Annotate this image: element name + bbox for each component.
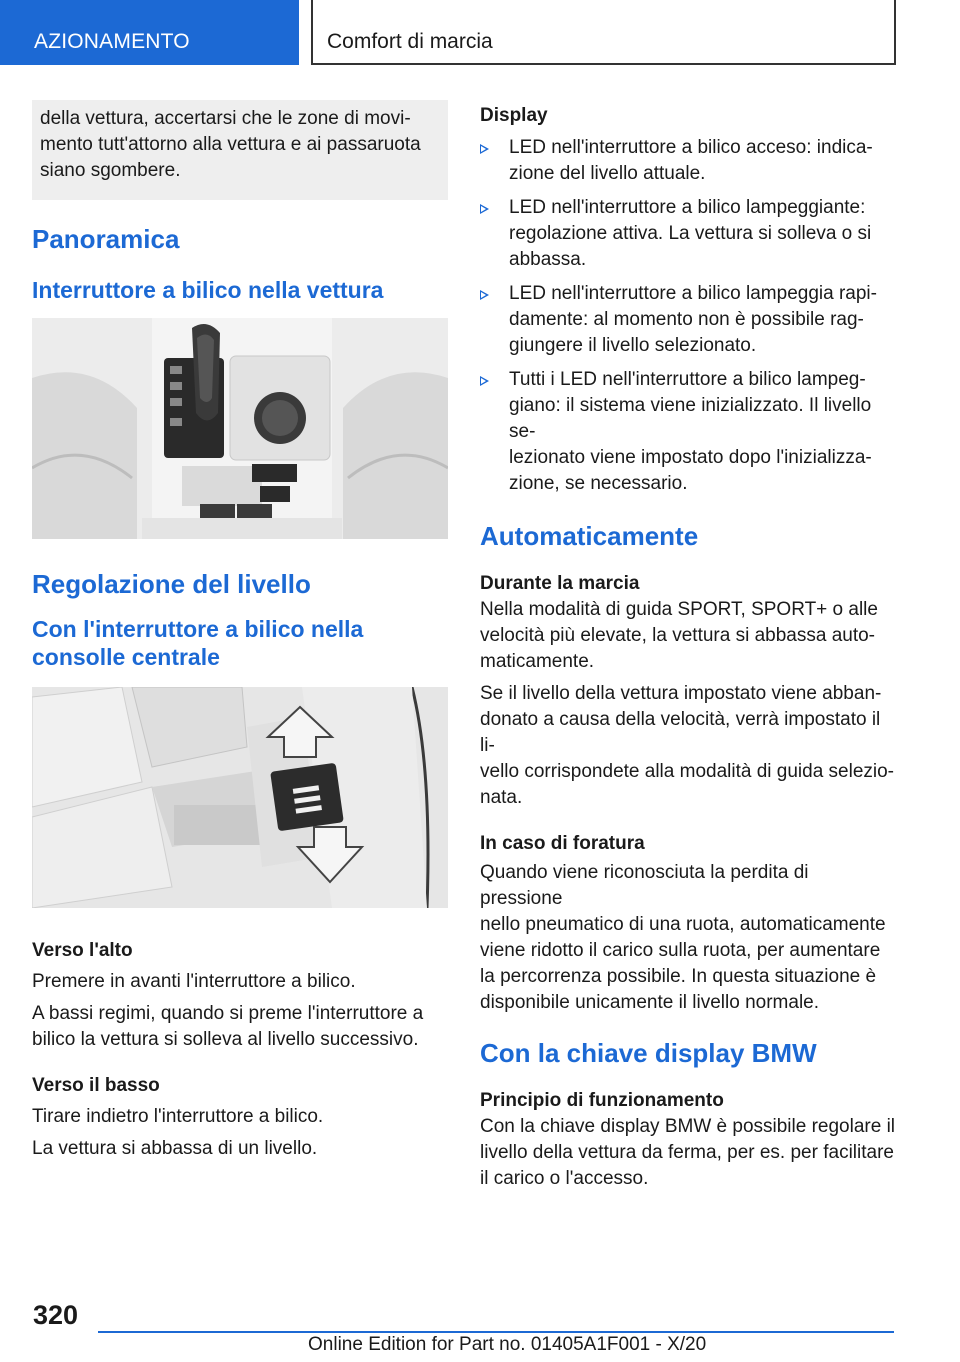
verso-basso-title: Verso il basso	[32, 1075, 160, 1096]
durante-title: Durante la marcia	[480, 573, 640, 594]
text-line: LED nell'interruttore a bilico acceso: indica-	[509, 137, 873, 158]
text-line: velocità più elevate, la vettura si abbassa auto-	[480, 625, 876, 646]
text-line: livello della vettura da ferma, per es. per facilitare	[480, 1142, 894, 1163]
verso-basso-p2: La vettura si abbassa di un livello.	[32, 1138, 318, 1159]
text-line: donato a causa della velocità, verrà impostato il li-	[480, 709, 881, 756]
list-item	[480, 195, 896, 273]
text-line: LED nell'interruttore a bilico lampeggiante:	[509, 197, 866, 218]
text-line: giungere il livello selezionato.	[509, 335, 757, 356]
bullet-triangle-icon	[480, 204, 489, 214]
verso-alto-title: Verso l'alto	[32, 940, 133, 961]
console-illustration	[32, 318, 448, 539]
left-column	[32, 100, 448, 1162]
text-line: il carico o l'accesso.	[480, 1168, 649, 1189]
text-line: Nella modalità di guida SPORT, SPORT+ o alle	[480, 599, 878, 620]
text-line: Quando viene riconosciuta la perdita di pressione	[480, 862, 809, 909]
display-title: Display	[480, 105, 548, 126]
text-line: giano: il sistema viene inizializzato. Il livello se-	[509, 395, 872, 442]
right-column	[480, 100, 896, 1192]
text-line: Se il livello della vettura impostato viene abban-	[480, 683, 882, 704]
heading-chiave: Con la chiave display BMW	[480, 1038, 817, 1068]
text-line: A bassi regimi, quando si preme l'interruttore a	[32, 1003, 424, 1024]
note-line: mento tutt'attorno alla vettura e ai passaruota	[40, 134, 421, 155]
heading-line: consolle centrale	[32, 644, 220, 670]
text-line: Con la chiave display BMW è possibile regolare il	[480, 1116, 896, 1137]
durante-p2	[480, 681, 896, 811]
text-line: vello corrispondete alla modalità di guida selezio-	[480, 761, 895, 782]
bullet-triangle-icon	[480, 290, 489, 300]
text-line: regolazione attiva. La vettura si solleva o si	[509, 223, 872, 244]
list-item	[480, 367, 896, 497]
verso-basso-p1: Tirare indietro l'interruttore a bilico.	[32, 1106, 324, 1127]
list-item	[480, 135, 896, 187]
bullet-triangle-icon	[480, 376, 489, 386]
section-tab: AZIONAMENTO	[0, 0, 299, 65]
text-line: zione, se necessario.	[509, 473, 688, 494]
footer-divider	[98, 1331, 894, 1333]
text-line: nello pneumatico di una ruota, automaticamente	[480, 914, 886, 935]
heading-panoramica: Panoramica	[32, 224, 180, 254]
heading-interruttore: Interruttore a bilico nella vettura	[32, 277, 384, 303]
verso-alto-p2	[32, 1001, 448, 1053]
text-line: zione del livello attuale.	[509, 163, 706, 184]
footer-edition: Online Edition for Part no. 01405A1F001 - X/20	[308, 1334, 707, 1355]
display-list	[480, 135, 896, 497]
bullet-triangle-icon	[480, 144, 489, 154]
principio-title: Principio di funzionamento	[480, 1090, 724, 1111]
text-line: viene ridotto il carico sulla ruota, per aumentare	[480, 940, 881, 961]
text-line: nata.	[480, 787, 523, 808]
text-line: maticamente.	[480, 651, 595, 672]
foratura-title: In caso di foratura	[480, 833, 645, 854]
rocker-switch-photo	[32, 687, 448, 908]
chapter-title: Comfort di marcia	[311, 0, 896, 65]
text-line: lezionato viene impostato dopo l'inizializza-	[509, 447, 872, 468]
text-line: bilico la vettura si solleva al livello successivo.	[32, 1029, 419, 1050]
text-line: disponibile unicamente il livello normale.	[480, 992, 820, 1013]
page-number: 320	[33, 1300, 79, 1330]
heading-automatica: Automaticamente	[480, 521, 699, 551]
text-line: la percorrenza possibile. In questa situazione è	[480, 966, 877, 987]
text-line: abbassa.	[509, 249, 587, 270]
text-line: damente: al momento non è possibile rag-	[509, 309, 864, 330]
console-photo	[32, 318, 448, 539]
durante-p1	[480, 597, 896, 675]
principio-p	[480, 1114, 896, 1192]
heading-con-interruttore	[32, 615, 448, 671]
rocker-switch-illustration	[32, 687, 448, 908]
note-line: della vettura, accertarsi che le zone di movi-	[40, 108, 411, 129]
verso-alto-p1: Premere in avanti l'interruttore a bilico.	[32, 971, 356, 992]
text-line: LED nell'interruttore a bilico lampeggia rapi-	[509, 283, 877, 304]
heading-line: Con l'interruttore a bilico nella	[32, 616, 364, 642]
heading-regolazione: Regolazione del livello	[32, 569, 311, 599]
text-line: Tutti i LED nell'interruttore a bilico lampeg-	[509, 369, 866, 390]
list-item	[480, 281, 896, 359]
note-line: siano sgombere.	[40, 160, 181, 181]
note-box	[32, 100, 448, 200]
foratura-p	[480, 860, 896, 1016]
